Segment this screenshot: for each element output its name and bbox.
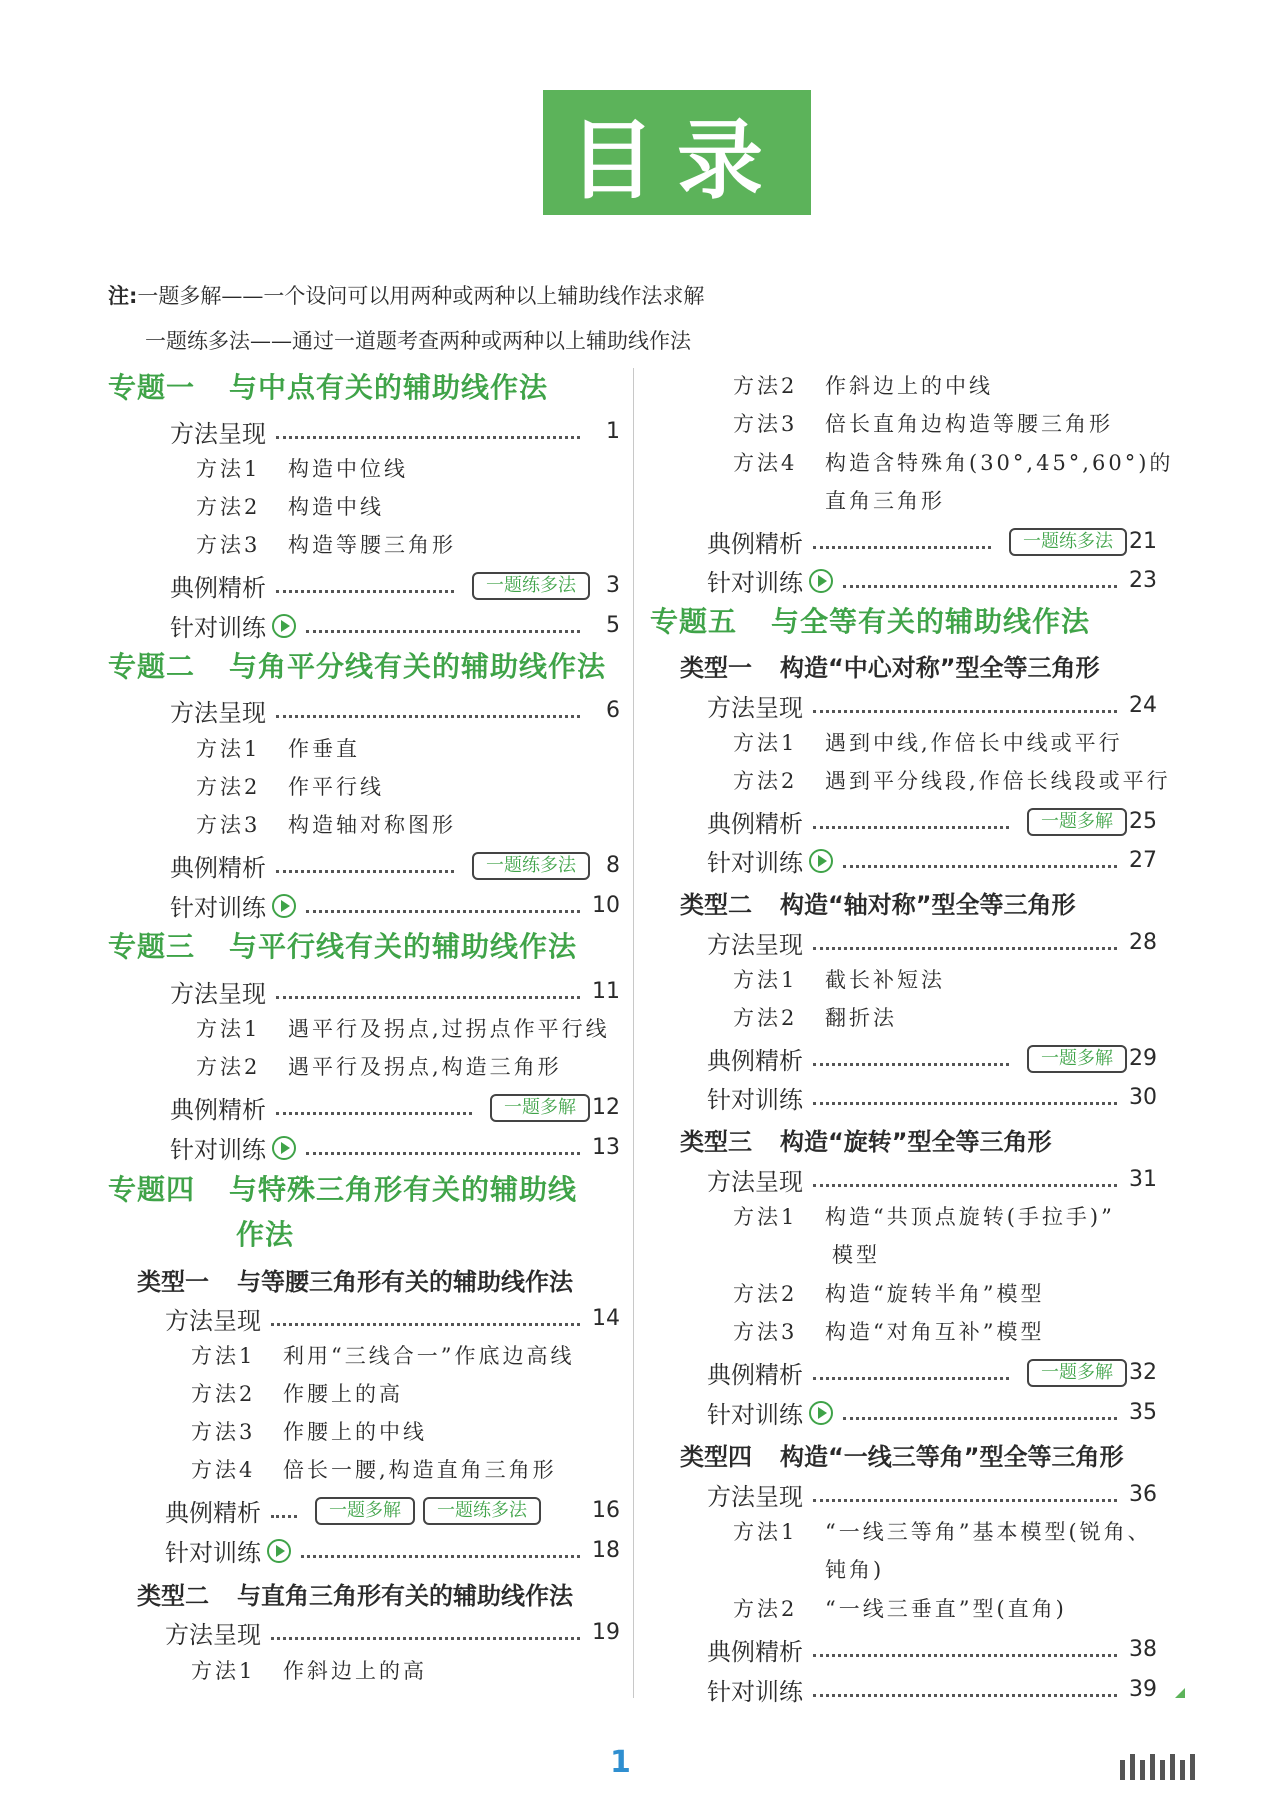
play-icon[interactable] [272,1136,296,1160]
badge-multi-method: 一题练多法 [472,852,590,880]
badge-multi-solution: 一题多解 [1027,808,1127,836]
toc-entry[interactable]: 典例精析 一题练多法 3 [170,573,620,602]
method-item[interactable]: 方法1 遇平行及拐点,过拐点作平行线 [196,1017,610,1041]
toc-entry[interactable]: 典例精析 一题练多法 21 [707,529,1157,558]
type-heading[interactable]: 类型一 构造“中心对称”型全等三角形 [680,654,1100,682]
method-item[interactable]: 方法2 遇平行及拐点,构造三角形 [196,1055,562,1079]
method-item[interactable]: 方法3 构造“对角互补”模型 [733,1320,1045,1344]
badge-multi-solution: 一题多解 [1027,1045,1127,1073]
note-text-1: 一题多解——一个设问可以用两种或两种以上辅助线作法求解 [137,284,705,308]
type-heading[interactable]: 类型二 与直角三角形有关的辅助线作法 [137,1582,573,1610]
method-item[interactable]: 方法3 作腰上的中线 [191,1420,427,1444]
topic-1-heading[interactable]: 专题一 与中点有关的辅助线作法 [108,371,549,404]
column-divider [633,368,634,1698]
method-item[interactable]: 方法1 构造中位线 [196,457,408,481]
toc-entry[interactable]: 典例精析 38 [707,1637,1157,1666]
method-item[interactable]: 方法2 构造“旋转半角”模型 [733,1282,1045,1306]
badge-multi-method: 一题练多法 [472,572,590,600]
badge-multi-solution: 一题多解 [1027,1359,1127,1387]
toc-entry[interactable]: 针对训练 23 [707,568,1157,597]
method-item[interactable]: 方法2 构造中线 [196,495,384,519]
badge-multi-solution: 一题多解 [490,1094,590,1122]
toc-entry[interactable]: 方法呈现 24 [707,693,1157,722]
type-heading[interactable]: 类型四 构造“一线三等角”型全等三角形 [680,1443,1124,1471]
note-line-2: 一题练多法——通过一道题考查两种或两种以上辅助线作法 [145,329,691,353]
toc-entry[interactable]: 典例精析 一题多解 12 [170,1095,620,1124]
method-item[interactable]: 方法1 遇到中线,作倍长中线或平行 [733,731,1123,755]
method-item[interactable]: 方法1 作斜边上的高 [191,1659,427,1683]
method-item[interactable]: 方法2 作斜边上的中线 [733,374,993,398]
toc-entry[interactable]: 典例精析 一题多解 一题练多法 16 [165,1498,620,1527]
method-item[interactable]: 方法3 构造等腰三角形 [196,533,456,557]
toc-entry[interactable]: 典例精析 一题多解 32 [707,1360,1157,1389]
method-item-cont: 直角三角形 [825,489,945,513]
toc-entry[interactable]: 方法呈现 14 [165,1306,620,1335]
toc-entry[interactable]: 针对训练 13 [170,1135,620,1164]
toc-entry[interactable]: 针对训练 39 [707,1677,1157,1706]
toc-entry[interactable]: 针对训练 35 [707,1400,1157,1429]
toc-entry[interactable]: 典例精析 一题多解 25 [707,809,1157,838]
badge-multi-method: 一题练多法 [1009,528,1127,556]
toc-entry[interactable]: 针对训练 27 [707,848,1157,877]
method-item[interactable]: 方法3 倍长直角边构造等腰三角形 [733,412,1113,436]
type-heading[interactable]: 类型一 与等腰三角形有关的辅助线作法 [137,1268,573,1296]
play-icon[interactable] [272,614,296,638]
page-number: 1 [610,1745,631,1780]
toc-entry[interactable]: 方法呈现 28 [707,930,1157,959]
page-title: 目录 [543,90,811,215]
play-icon[interactable] [809,849,833,873]
method-item[interactable]: 方法1 构造“共顶点旋转(手拉手)” [733,1205,1115,1229]
method-item[interactable]: 方法4 构造含特殊角(30°,45°,60°)的 [733,451,1174,475]
topic-4-heading-cont: 作法 [236,1218,295,1251]
barcode-icon [1120,1754,1195,1780]
note-line-1 [108,280,704,310]
type-heading[interactable]: 类型二 构造“轴对称”型全等三角形 [680,891,1076,919]
toc-entry[interactable]: 方法呈现 31 [707,1167,1157,1196]
method-item-cont: 钝角) [825,1558,885,1582]
method-item[interactable]: 方法3 构造轴对称图形 [196,813,456,837]
toc-entry[interactable]: 方法呈现 11 [170,979,620,1008]
method-item[interactable]: 方法1 “一线三等角”基本模型(锐角、 [733,1520,1152,1544]
method-item[interactable]: 方法2 遇到平分线段,作倍长线段或平行 [733,769,1171,793]
topic-2-heading[interactable]: 专题二 与角平分线有关的辅助线作法 [108,650,607,683]
method-item[interactable]: 方法1 作垂直 [196,737,360,761]
topic-4-heading[interactable]: 专题四 与特殊三角形有关的辅助线 [108,1173,578,1206]
play-icon[interactable] [809,569,833,593]
method-item[interactable]: 方法2 翻折法 [733,1006,897,1030]
toc-entry[interactable]: 针对训练 18 [165,1538,620,1567]
method-item[interactable]: 方法2 作平行线 [196,775,384,799]
method-item[interactable]: 方法4 倍长一腰,构造直角三角形 [191,1458,557,1482]
method-item[interactable]: 方法2 作腰上的高 [191,1382,403,1406]
type-heading[interactable]: 类型三 构造“旋转”型全等三角形 [680,1128,1052,1156]
play-icon[interactable] [272,894,296,918]
toc-entry[interactable]: 典例精析 一题多解 29 [707,1046,1157,1075]
method-item-cont: 模型 [832,1243,880,1267]
method-item[interactable]: 方法2 “一线三垂直”型(直角) [733,1597,1067,1621]
toc-entry[interactable]: 针对训练 30 [707,1085,1157,1114]
method-item[interactable]: 方法1 截长补短法 [733,968,945,992]
play-icon[interactable] [809,1401,833,1425]
toc-entry[interactable]: 针对训练 10 [170,893,620,922]
topic-3-heading[interactable]: 专题三 与平行线有关的辅助线作法 [108,930,578,963]
toc-entry[interactable]: 方法呈现 36 [707,1482,1157,1511]
toc-entry[interactable]: 方法呈现 6 [170,698,620,727]
badge-multi-solution: 一题多解 [315,1497,415,1525]
toc-entry[interactable]: 方法呈现 1 [170,419,620,448]
corner-triangle-icon [1175,1688,1185,1698]
toc-entry[interactable]: 典例精析 一题练多法 8 [170,853,620,882]
note-prefix: 注: [108,284,138,308]
play-icon[interactable] [267,1539,291,1563]
badge-multi-method: 一题练多法 [423,1497,541,1525]
topic-5-heading[interactable]: 专题五 与全等有关的辅助线作法 [650,605,1091,638]
toc-entry[interactable]: 方法呈现 19 [165,1620,620,1649]
method-item[interactable]: 方法1 利用“三线合一”作底边高线 [191,1344,575,1368]
toc-entry[interactable]: 针对训练 5 [170,613,620,642]
